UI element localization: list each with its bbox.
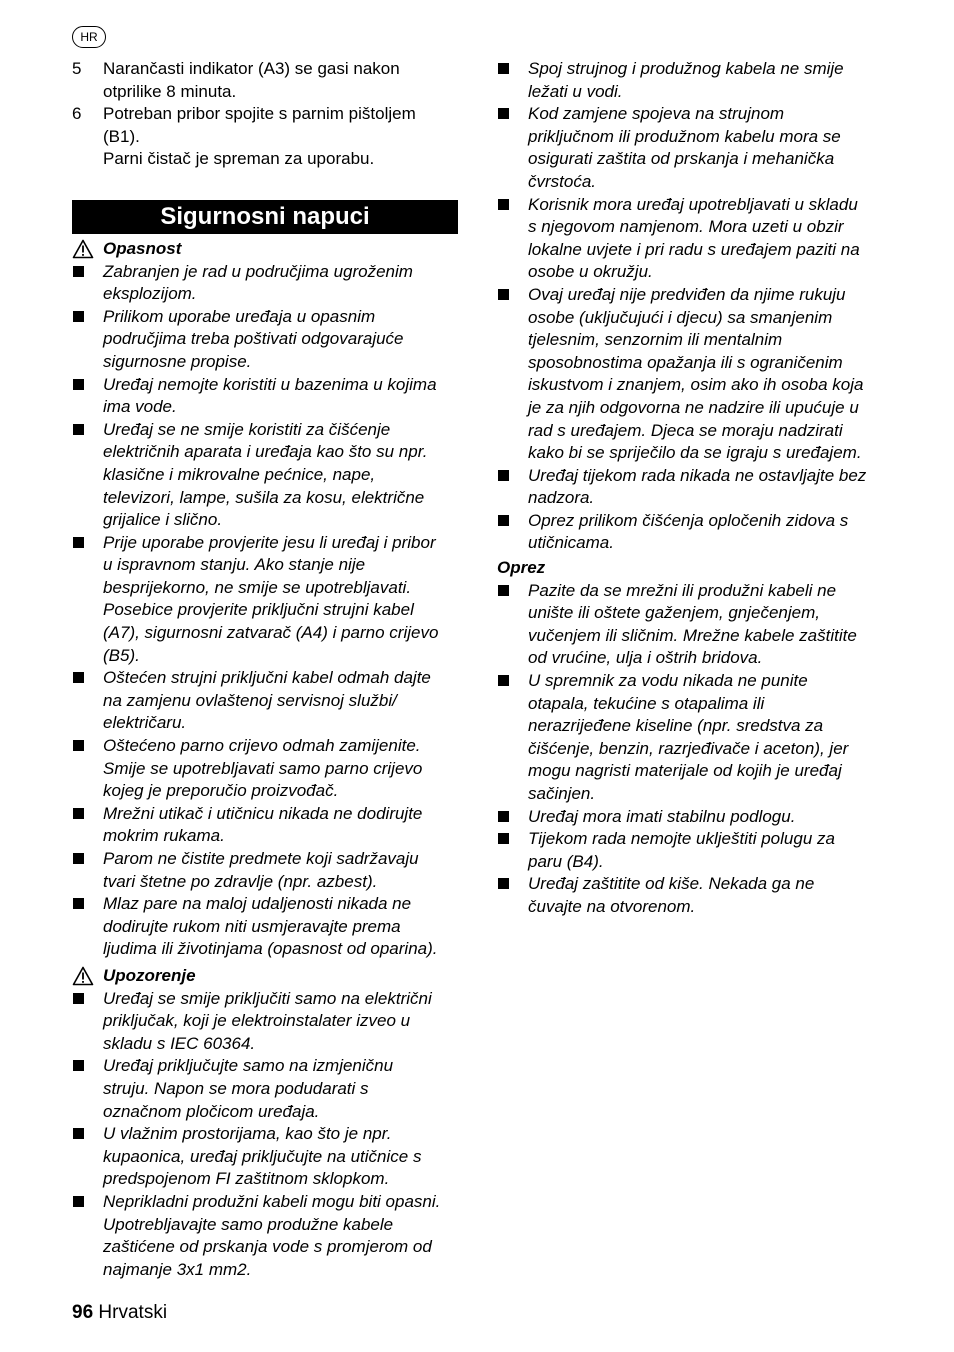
bullet-text-line: ležati u vodi. xyxy=(528,81,623,101)
step-text-line: (B1). xyxy=(103,126,140,146)
bullet-text-line: struju. Napon se mora podudarati s xyxy=(103,1078,369,1098)
bullet-text-line: rad s uređajem. Djeca se moraju nadzirati xyxy=(528,420,843,440)
step-number: 5 xyxy=(72,59,82,78)
bullet-text-line: eksplozijom. xyxy=(103,284,197,304)
bullet-text-line: sačinjen. xyxy=(528,784,596,803)
bullet-text-line: tjelesnim, senzornim ili mentalnim xyxy=(528,330,783,350)
bullet-text-line: Posebice provjerite priključni strujni kabel xyxy=(103,600,414,620)
bullet-text-line: tvari štetne po zdravlje (npr. azbest). xyxy=(103,871,378,891)
bullet-text-line: zaštićene od prskanja vode s promjerom od xyxy=(103,1237,432,1257)
step-number: 6 xyxy=(72,104,82,124)
bullet-text-line: električaru. xyxy=(103,713,187,733)
square-bullet-icon xyxy=(498,199,509,210)
bullet-text-line: Smije se upotrebljavati samo parno crijevo xyxy=(103,758,423,778)
square-bullet-icon xyxy=(498,470,509,481)
intro-steps xyxy=(72,58,458,148)
bullet-text-line: unište ili oštete gaženjem, gnječenjem, xyxy=(528,603,820,623)
square-bullet-icon xyxy=(498,108,509,119)
bullet-item xyxy=(72,988,458,1056)
square-bullet-icon xyxy=(498,63,509,74)
bullet-item xyxy=(497,284,889,465)
square-bullet-icon xyxy=(73,853,84,864)
bullet-text-line: televizori, lampe, sušila za kosu, električne xyxy=(103,487,425,507)
page-footer xyxy=(72,1301,167,1325)
bullet-text-line: otapala, tekućine s otapalima ili xyxy=(528,693,765,713)
bullet-item xyxy=(72,419,458,532)
danger-label xyxy=(72,238,458,261)
square-bullet-icon xyxy=(73,740,84,751)
step-text-line: Narančasti indikator (A3) se gasi nakon xyxy=(103,59,400,78)
bullet-text-line: Prije uporabe provjerite jesu li uređaj i pribor xyxy=(103,532,436,552)
square-bullet-icon xyxy=(73,993,84,1004)
bullet-text-line: Uređaj mora imati stabilnu podlogu. xyxy=(528,806,796,826)
bullet-text-line: Oštećen strujni priključni kabel odmah dajte xyxy=(103,668,431,688)
caution-list xyxy=(497,580,889,919)
bullet-text-line: Mrežni utikač i utičnicu nikada ne dodirujte xyxy=(103,803,423,823)
bullet-text-line: Oštećeno parno crijevo odmah zamijenite. xyxy=(103,736,421,756)
bullet-item xyxy=(72,848,458,893)
bullet-text-line: osobe u okružju. xyxy=(528,262,653,282)
bullet-text-line: područjima treba poštivati odgovarajuće xyxy=(103,329,404,349)
bullet-text-line: Prilikom uporabe uređaja u opasnim xyxy=(103,306,376,326)
numbered-step xyxy=(72,103,458,148)
bullet-item xyxy=(72,893,458,961)
square-bullet-icon xyxy=(498,811,509,822)
square-bullet-icon xyxy=(73,1060,84,1071)
warning-list xyxy=(72,988,458,1282)
general-safety-list xyxy=(497,58,889,555)
bullet-item xyxy=(497,873,889,918)
bullet-text-line: Korisnik mora uređaj upotrebljavati u skladu xyxy=(528,194,858,214)
bullet-text-line: nadzora. xyxy=(528,488,595,508)
square-bullet-icon xyxy=(498,515,509,526)
bullet-text-line: Kod zamjene spojeva na strujnom xyxy=(528,104,785,124)
bullet-text-line: Uređaj nemojte koristiti u bazenima u kojima xyxy=(103,374,437,394)
bullet-text-line: priključnom ili produžnom kabelu mora se xyxy=(528,126,841,146)
numbered-step xyxy=(72,58,458,103)
bullet-text-line: čvrstoća. xyxy=(528,171,597,191)
bullet-text-line: Uređaj se smije priključiti samo na električni xyxy=(103,988,432,1008)
left-column xyxy=(72,58,458,1281)
language-badge: HR xyxy=(72,26,106,48)
bullet-text-line: Oprez prilikom čišćenja opločenih zidova s xyxy=(528,510,849,530)
bullet-text-line: vučenjem ili sličnim. Mrežne kabele zaštitite xyxy=(528,625,857,645)
bullet-text-line: grijalice i slično. xyxy=(103,510,223,530)
bullet-text-line: nerazrijeđene kiseline (npr. sredstva za xyxy=(528,716,824,736)
bullet-text-line: skladu s IEC 60364. xyxy=(103,1033,256,1053)
bullet-text-line: Zabranjen je rad u područjima ugroženim xyxy=(103,261,413,281)
bullet-text-line: Uređaj se ne smije koristiti za čišćenje xyxy=(103,419,391,439)
bullet-item xyxy=(497,806,889,829)
section-title: Sigurnosni napuci xyxy=(72,200,458,234)
bullet-text-line: osobe (uključujući i djecu) sa smanjenim xyxy=(528,307,833,327)
bullet-item xyxy=(497,194,889,284)
bullet-text-line: označnom pločicom uređaja. xyxy=(103,1101,320,1121)
bullet-text-line: mogu nagristi materijale od kojih je uređaj xyxy=(528,761,842,781)
warning-label-text: Upozorenje xyxy=(103,965,196,985)
bullet-text-line: besprijekorno, ne smije se upotrebljavati. xyxy=(103,577,412,597)
footer-language: Hrvatski xyxy=(98,1302,168,1323)
bullet-item xyxy=(72,261,458,306)
bullet-item xyxy=(497,58,889,103)
danger-list xyxy=(72,261,458,961)
square-bullet-icon xyxy=(498,289,509,300)
bullet-item xyxy=(497,103,889,193)
square-bullet-icon xyxy=(73,1128,84,1139)
bullet-item xyxy=(497,510,889,555)
square-bullet-icon xyxy=(73,537,84,548)
square-bullet-icon xyxy=(498,675,509,686)
bullet-text-line: Neprikladni produžni kabeli mogu biti opasni. xyxy=(103,1191,441,1211)
square-bullet-icon xyxy=(73,311,84,322)
square-bullet-icon xyxy=(73,424,84,435)
bullet-text-line: dodirujte rukom niti usmjeravajte prema xyxy=(103,916,401,936)
bullet-text-line: je za njih odgovorna ne nadzire ili upućuje u xyxy=(528,397,859,417)
bullet-item xyxy=(72,1055,458,1123)
ready-text: Parni čistač je spreman za uporabu. xyxy=(103,149,375,169)
bullet-text-line: klasične i mikrovalne pećnice, nape, xyxy=(103,464,376,484)
bullet-text-line: mokrim rukama. xyxy=(103,826,225,846)
bullet-item xyxy=(72,306,458,374)
bullet-text-line: Uređaj zaštitite od kiše. Nekada ga ne xyxy=(528,874,815,894)
bullet-text-line: najmanje 3x1 mm2. xyxy=(103,1259,252,1279)
bullet-item xyxy=(72,735,458,803)
bullet-text-line: na zamjenu ovlaštenoj servisnoj službi/ xyxy=(103,690,397,710)
square-bullet-icon xyxy=(73,1196,84,1207)
bullet-text-line: priključak, koji je elektroinstalater izveo u xyxy=(103,1011,411,1031)
square-bullet-icon xyxy=(498,833,509,844)
bullet-text-line: čuvajte na otvorenom. xyxy=(528,896,696,916)
bullet-item xyxy=(72,1123,458,1191)
caution-label: Oprez xyxy=(497,558,546,578)
bullet-item xyxy=(72,1191,458,1281)
bullet-text-line: Uređaj tijekom rada nikada ne ostavljajte bez xyxy=(528,465,867,485)
bullet-text-line: Mlaz pare na maloj udaljenosti nikada ne xyxy=(103,894,412,914)
bullet-text-line: lokalne uvjete i pri radu s uređajem paziti na xyxy=(528,239,860,259)
bullet-text-line: Spoj strujnog i produžnog kabela ne smije xyxy=(528,59,844,78)
bullet-text-line: utičnicama. xyxy=(528,533,614,553)
bullet-text-line: predspojenom FI zaštitnom sklopkom. xyxy=(103,1169,390,1189)
bullet-item xyxy=(497,580,889,670)
warning-triangle-icon xyxy=(72,239,94,259)
square-bullet-icon xyxy=(498,878,509,889)
step-text-line: otprilike 8 minuta. xyxy=(103,81,237,101)
step-text-line: Potreban pribor spojite s parnim pištoljem xyxy=(103,104,416,124)
bullet-text-line: kako bi se spriječilo da se igraju s uređajem. xyxy=(528,443,862,463)
bullet-text-line: Upotrebljavajte samo produžne kabele xyxy=(103,1214,394,1234)
danger-label-text: Opasnost xyxy=(103,238,182,258)
bullet-text-line: (B5). xyxy=(103,645,140,665)
bullet-text-line: Parom ne čistite predmete koji sadržavaju xyxy=(103,849,419,868)
bullet-text-line: kupaonica, uređaj priključujte na utičnice s xyxy=(103,1146,422,1166)
bullet-text-line: čišćenje, benzin, razrjeđivače i aceton), jer xyxy=(528,738,849,758)
warning-label xyxy=(72,965,458,988)
bullet-text-line: ljudima ili životinjama (opasnost od oparina). xyxy=(103,939,438,959)
bullet-text-line: Tijekom rada nemojte uklještiti polugu za xyxy=(528,829,835,849)
square-bullet-icon xyxy=(73,266,84,277)
bullet-text-line: ima vode. xyxy=(103,397,177,417)
bullet-item xyxy=(72,803,458,848)
bullet-item xyxy=(497,670,889,806)
bullet-item xyxy=(72,532,458,668)
bullet-text-line: sigurnosne propise. xyxy=(103,351,252,371)
bullet-text-line: sposobnostima opažanja ili s ograničenim xyxy=(528,352,843,372)
bullet-item xyxy=(72,374,458,419)
bullet-text-line: iskustvom i znanjem, osim ako ih osoba koja xyxy=(528,375,864,395)
square-bullet-icon xyxy=(73,672,84,683)
bullet-text-line: Pazite da se mrežni ili produžni kabeli ne xyxy=(528,580,837,600)
bullet-text-line: s njegovom namjenom. Mora uzeti u obzir xyxy=(528,217,844,237)
bullet-text-line: (A7), sigurnosni zatvarač (A4) i parno crijevo xyxy=(103,623,439,643)
square-bullet-icon xyxy=(498,585,509,596)
bullet-text-line: Uređaj priključujte samo na izmjeničnu xyxy=(103,1056,394,1076)
bullet-text-line: osigurati zaštita od prskanja i mehanička xyxy=(528,149,835,169)
bullet-text-line: U vlažnim prostorijama, kao što je npr. xyxy=(103,1124,392,1144)
square-bullet-icon xyxy=(73,379,84,390)
bullet-text-line: u ispravnom stanju. Ako stanje nije xyxy=(103,555,366,575)
warning-triangle-icon xyxy=(72,966,94,986)
bullet-item xyxy=(497,828,889,873)
square-bullet-icon xyxy=(73,898,84,909)
bullet-text-line: Ovaj uređaj nije predviđen da njime rukuju xyxy=(528,284,846,304)
square-bullet-icon xyxy=(73,808,84,819)
bullet-item xyxy=(497,465,889,510)
bullet-text-line: U spremnik za vodu nikada ne punite xyxy=(528,671,808,691)
right-column xyxy=(497,58,889,919)
bullet-text-line: paru (B4). xyxy=(528,851,604,871)
page-number: 96 xyxy=(72,1302,94,1323)
bullet-text-line: električnih aparata i uređaja kao što su npr. xyxy=(103,442,428,462)
bullet-text-line: kojeg je preporučio proizvođač. xyxy=(103,781,339,801)
bullet-item xyxy=(72,667,458,735)
bullet-text-line: od vrućine, ulja i oštrih bridova. xyxy=(528,648,763,668)
